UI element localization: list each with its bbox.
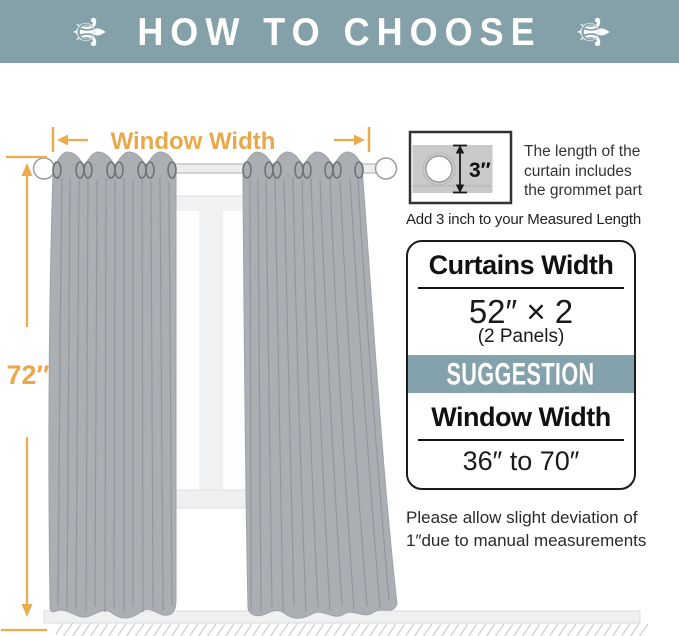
divider bbox=[418, 287, 624, 289]
grommet-note-line: The length of the bbox=[524, 143, 641, 160]
grommet-note bbox=[524, 142, 654, 201]
window-width-label: Window Width bbox=[110, 128, 276, 155]
suggestion-band bbox=[408, 355, 634, 393]
footnote-line: 1″due to manual measurements bbox=[406, 531, 647, 550]
window-width-value: 36″ to 70″ bbox=[462, 446, 580, 476]
grommet-note-line: curtain includes bbox=[524, 162, 632, 180]
curtains-width-title: Curtains Width bbox=[428, 250, 614, 280]
deviation-footnote bbox=[406, 506, 666, 552]
window-width-title: Window Width bbox=[431, 402, 611, 432]
page-title: HOW TO CHOOSE bbox=[137, 8, 542, 54]
add-length-note: Add 3 inch to your Measured Length bbox=[406, 211, 642, 228]
curtain-height-measure bbox=[1, 157, 47, 630]
footnote-line: Please allow slight deviation of bbox=[406, 508, 638, 527]
grommet-note-line: the grommet part bbox=[524, 182, 643, 199]
arrow-down-icon bbox=[22, 604, 33, 617]
curtains-width-value: 52″ × 2 bbox=[468, 293, 574, 330]
rod-finial-left bbox=[34, 158, 55, 179]
arrow-left-icon bbox=[57, 135, 68, 146]
arrow-right-icon bbox=[354, 135, 365, 146]
rod-finial-right bbox=[376, 158, 397, 179]
curtain-height-label: 72″ bbox=[6, 360, 50, 390]
panels-note: (2 Panels) bbox=[477, 326, 565, 347]
suggestion-box bbox=[406, 240, 636, 490]
fleur-de-lis-icon: ⚜ bbox=[566, 11, 618, 52]
grommet-icon bbox=[426, 156, 452, 182]
divider bbox=[418, 439, 624, 441]
grommet-depth-label: 3″ bbox=[469, 159, 491, 182]
left-curtain-panel bbox=[49, 152, 176, 618]
grommet-length-diagram bbox=[408, 130, 513, 205]
suggestion-band-label: SUGGESTION bbox=[446, 356, 596, 391]
fleur-de-lis-icon: ⚜ bbox=[62, 11, 114, 52]
right-curtain-panel bbox=[243, 152, 397, 618]
